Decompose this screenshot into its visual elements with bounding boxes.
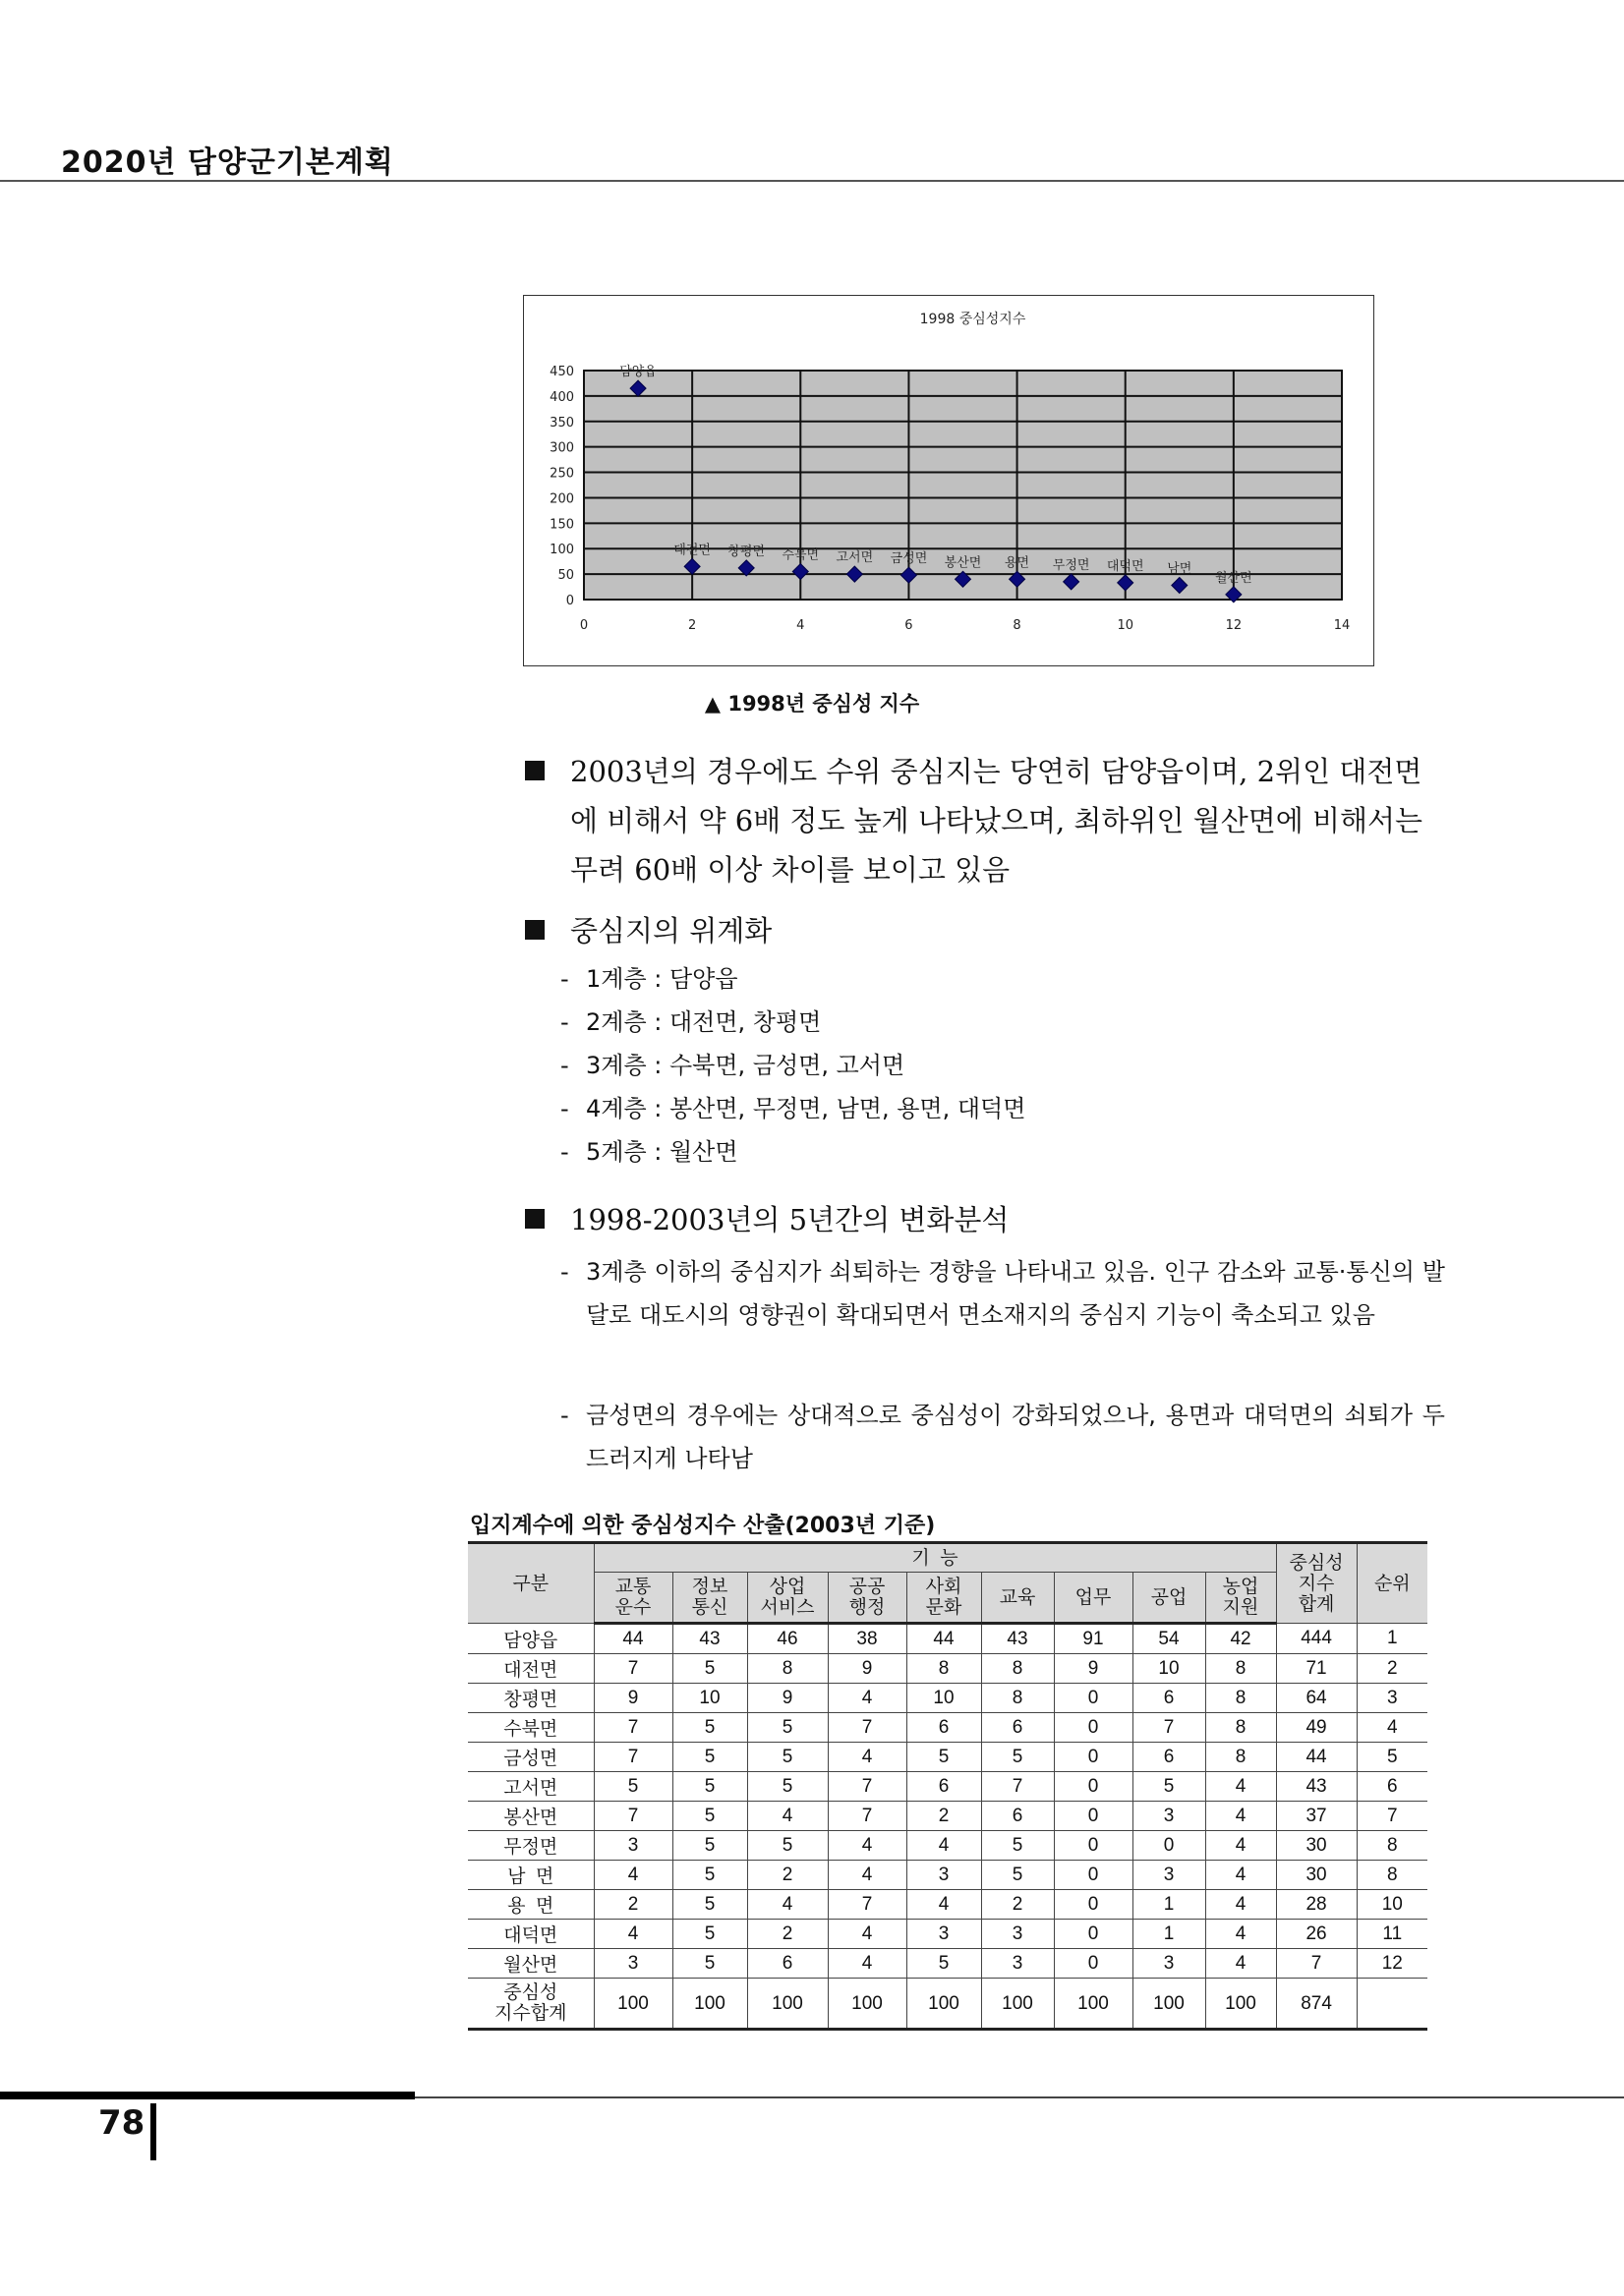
value-cell: 8: [981, 1684, 1054, 1713]
value-cell: 0: [1054, 1802, 1132, 1831]
value-cell: 10: [906, 1684, 981, 1713]
index-sum-cell: 30: [1276, 1861, 1357, 1890]
value-cell: 8: [1205, 1743, 1276, 1772]
value-cell: 4: [594, 1920, 672, 1949]
tier-text: 2계층 : 대전면, 창평면: [586, 1008, 822, 1036]
x-tick-label: 12: [1225, 618, 1243, 633]
table-row: [468, 1684, 1427, 1713]
rank-cell: 11: [1357, 1920, 1427, 1949]
value-cell: 46: [747, 1624, 828, 1654]
value-cell: 5: [981, 1861, 1054, 1890]
rank-cell: 12: [1357, 1949, 1427, 1979]
data-label: 창평면: [727, 544, 766, 559]
value-cell: 9: [594, 1684, 672, 1713]
value-cell: 7: [594, 1654, 672, 1684]
value-cell: 4: [1205, 1831, 1276, 1861]
data-label: 대덕면: [1106, 558, 1144, 574]
index-sum-cell: 49: [1276, 1713, 1357, 1743]
value-cell: 4: [828, 1743, 906, 1772]
y-tick-label: 150: [550, 517, 574, 533]
data-label: 무정면: [1052, 557, 1090, 573]
rank-cell: 1: [1357, 1624, 1427, 1654]
tier-item: [560, 1001, 1445, 1044]
data-label: 봉산면: [944, 555, 982, 571]
value-cell: 6: [981, 1802, 1054, 1831]
y-tick-label: 300: [550, 440, 574, 456]
header-function: 상업 서비스: [747, 1573, 828, 1624]
value-cell: 3: [906, 1861, 981, 1890]
y-tick-label: 400: [550, 389, 574, 405]
value-cell: 4: [906, 1831, 981, 1861]
header-function: 공업: [1132, 1573, 1205, 1624]
value-cell: 5: [672, 1654, 747, 1684]
value-cell: 7: [594, 1802, 672, 1831]
data-label: 담양읍: [619, 365, 657, 380]
value-cell: 5: [906, 1949, 981, 1979]
value-cell: 3: [981, 1920, 1054, 1949]
value-cell: 5: [672, 1802, 747, 1831]
header-function: 농업 지원: [1205, 1573, 1276, 1624]
change-text: 3계층 이하의 중심지가 쇠퇴하는 경향을 나타내고 있음. 인구 감소와 교통·통신의 발달로 대도시의 영향권이 확대되면서 면소재지의 중심지 기능이 축소되고 있음: [586, 1258, 1445, 1329]
value-cell: 8: [1205, 1713, 1276, 1743]
value-cell: 4: [828, 1920, 906, 1949]
table-row: [468, 1654, 1427, 1684]
header-function: 정보 통신: [672, 1573, 747, 1624]
value-cell: 43: [672, 1624, 747, 1654]
value-cell: 1: [1132, 1890, 1205, 1920]
value-cell: 6: [1132, 1743, 1205, 1772]
value-cell: 5: [747, 1831, 828, 1861]
value-cell: 5: [747, 1743, 828, 1772]
page-number-bar: [150, 2103, 156, 2160]
bullet-text: 중심지의 위계화: [570, 914, 773, 947]
header-function: 사회 문화: [906, 1573, 981, 1624]
dash-bullet: -: [560, 1095, 569, 1122]
table-row: [468, 1772, 1427, 1802]
value-cell: 0: [1054, 1743, 1132, 1772]
data-label: 월산면: [1215, 570, 1252, 586]
value-cell: 0: [1054, 1772, 1132, 1802]
value-cell: 6: [906, 1772, 981, 1802]
header-function: 교통 운수: [594, 1573, 672, 1624]
tier-item: [560, 1087, 1445, 1130]
data-label: 금성면: [890, 551, 928, 567]
table-row: [468, 1802, 1427, 1831]
value-cell: 0: [1132, 1831, 1205, 1861]
value-cell: 2: [906, 1802, 981, 1831]
rank-cell: 7: [1357, 1802, 1427, 1831]
y-tick-label: 250: [550, 466, 574, 482]
value-cell: 43: [981, 1624, 1054, 1654]
value-cell: 2: [981, 1890, 1054, 1920]
bullet-hierarchy: [525, 906, 1439, 955]
centrality-chart-svg: [524, 296, 1373, 665]
value-cell: 4: [594, 1861, 672, 1890]
page-number: 78: [98, 2103, 145, 2143]
value-cell: 4: [906, 1890, 981, 1920]
header-function: 교육: [981, 1573, 1054, 1624]
value-cell: 3: [594, 1949, 672, 1979]
x-tick-label: 14: [1333, 618, 1351, 633]
rank-cell: [1357, 1979, 1427, 2030]
value-cell: 7: [981, 1772, 1054, 1802]
value-cell: 7: [828, 1890, 906, 1920]
value-cell: 4: [1205, 1772, 1276, 1802]
index-sum-cell: 37: [1276, 1802, 1357, 1831]
rank-cell: 2: [1357, 1654, 1427, 1684]
value-cell: 4: [1205, 1949, 1276, 1979]
value-cell: 100: [828, 1979, 906, 2030]
tier-item: [560, 1044, 1445, 1087]
dash-bullet: -: [560, 1008, 569, 1036]
tier-text: 1계층 : 담양읍: [586, 965, 738, 993]
y-tick-label: 200: [550, 491, 574, 507]
header-divider: [0, 180, 1624, 182]
value-cell: 44: [906, 1624, 981, 1654]
table-row: [468, 1713, 1427, 1743]
bullet-text: 2003년의 경우에도 수위 중심지는 당연히 담양읍이며, 2위인 대전면에 비해서 약 6배 정도 높게 나타났으며, 최하위인 월산면에 비해서는 무려 60배 이상 차이를 보이고 있음: [570, 755, 1423, 887]
value-cell: 0: [1054, 1684, 1132, 1713]
row-name-cell: 월산면: [468, 1949, 594, 1979]
y-tick-label: 450: [550, 365, 574, 379]
row-name-cell: 대덕면: [468, 1920, 594, 1949]
square-bullet-icon: [525, 1209, 545, 1229]
table-row: [468, 1979, 1427, 2030]
value-cell: 5: [672, 1890, 747, 1920]
value-cell: 6: [981, 1713, 1054, 1743]
value-cell: 8: [981, 1654, 1054, 1684]
value-cell: 3: [906, 1920, 981, 1949]
row-name-cell: 수북면: [468, 1713, 594, 1743]
row-name-cell: 금성면: [468, 1743, 594, 1772]
value-cell: 0: [1054, 1949, 1132, 1979]
rank-cell: 6: [1357, 1772, 1427, 1802]
centrality-index-table: [468, 1541, 1427, 2031]
dash-bullet: -: [560, 1052, 569, 1079]
value-cell: 5: [981, 1831, 1054, 1861]
value-cell: 8: [747, 1654, 828, 1684]
footer-divider: [415, 2096, 1624, 2098]
bullet-text: 1998-2003년의 5년간의 변화분석: [570, 1203, 1010, 1236]
header-functions-group: 기 능: [594, 1543, 1276, 1573]
row-name-cell: 봉산면: [468, 1802, 594, 1831]
value-cell: 5: [747, 1713, 828, 1743]
row-name-cell: 무정면: [468, 1831, 594, 1861]
table-title: 입지계수에 의한 중심성지수 산출(2003년 기준): [470, 1514, 936, 1538]
tier-text: 5계층 : 월산면: [586, 1138, 738, 1166]
header-function: 공공 행정: [828, 1573, 906, 1624]
rank-cell: 8: [1357, 1831, 1427, 1861]
value-cell: 3: [1132, 1802, 1205, 1831]
x-tick-label: 8: [1013, 618, 1021, 633]
data-label: 고서면: [836, 550, 874, 566]
value-cell: 5: [672, 1920, 747, 1949]
value-cell: 3: [1132, 1861, 1205, 1890]
chart-caption: ▲ 1998년 중심성 지수: [704, 692, 920, 716]
value-cell: 6: [747, 1949, 828, 1979]
index-sum-cell: 71: [1276, 1654, 1357, 1684]
value-cell: 5: [672, 1743, 747, 1772]
value-cell: 0: [1054, 1831, 1132, 1861]
table-row: [468, 1861, 1427, 1890]
data-label: 용면: [1005, 555, 1030, 571]
data-label: 수북면: [782, 547, 820, 563]
value-cell: 5: [906, 1743, 981, 1772]
value-cell: 42: [1205, 1624, 1276, 1654]
value-cell: 3: [981, 1949, 1054, 1979]
index-sum-cell: 7: [1276, 1949, 1357, 1979]
data-label: 대전면: [673, 543, 711, 558]
y-tick-label: 50: [557, 568, 574, 584]
bullet-change-analysis: [525, 1195, 1439, 1244]
tier-item: [560, 957, 1445, 1001]
index-sum-cell: 874: [1276, 1979, 1357, 2030]
table-row: [468, 1624, 1427, 1654]
value-cell: 9: [747, 1684, 828, 1713]
value-cell: 10: [1132, 1654, 1205, 1684]
centrality-chart: [523, 295, 1374, 666]
value-cell: 1: [1132, 1920, 1205, 1949]
row-name-cell: 고서면: [468, 1772, 594, 1802]
value-cell: 7: [594, 1713, 672, 1743]
header-rank: 순위: [1357, 1543, 1427, 1624]
value-cell: 5: [672, 1831, 747, 1861]
footer-bar: [0, 2092, 415, 2099]
value-cell: 2: [594, 1890, 672, 1920]
value-cell: 4: [1205, 1890, 1276, 1920]
value-cell: 100: [672, 1979, 747, 2030]
x-tick-label: 2: [688, 618, 697, 633]
row-name-cell: 중심성 지수합계: [468, 1979, 594, 2030]
table-row: [468, 1920, 1427, 1949]
index-sum-cell: 43: [1276, 1772, 1357, 1802]
row-name-cell: 대전면: [468, 1654, 594, 1684]
index-sum-cell: 44: [1276, 1743, 1357, 1772]
value-cell: 2: [747, 1920, 828, 1949]
value-cell: 7: [828, 1772, 906, 1802]
value-cell: 8: [906, 1654, 981, 1684]
value-cell: 10: [672, 1684, 747, 1713]
square-bullet-icon: [525, 761, 545, 780]
value-cell: 100: [981, 1979, 1054, 2030]
x-tick-label: 0: [579, 618, 589, 633]
table-body: [468, 1624, 1427, 2030]
header-gubun: 구분: [468, 1543, 594, 1624]
y-tick-label: 0: [565, 594, 574, 608]
row-name-cell: 담양읍: [468, 1624, 594, 1654]
rank-cell: 5: [1357, 1743, 1427, 1772]
value-cell: 100: [1054, 1979, 1132, 2030]
value-cell: 4: [747, 1890, 828, 1920]
value-cell: 5: [672, 1861, 747, 1890]
dash-bullet: -: [560, 965, 569, 993]
tier-item: [560, 1130, 1445, 1174]
row-name-cell: 용 면: [468, 1890, 594, 1920]
index-sum-cell: 28: [1276, 1890, 1357, 1920]
data-label: 남면: [1167, 561, 1192, 577]
table-row: [468, 1743, 1427, 1772]
value-cell: 38: [828, 1624, 906, 1654]
table-row: [468, 1949, 1427, 1979]
value-cell: 100: [906, 1979, 981, 2030]
value-cell: 3: [594, 1831, 672, 1861]
value-cell: 0: [1054, 1861, 1132, 1890]
value-cell: 8: [1205, 1654, 1276, 1684]
value-cell: 100: [1132, 1979, 1205, 2030]
index-sum-cell: 64: [1276, 1684, 1357, 1713]
value-cell: 4: [828, 1949, 906, 1979]
value-cell: 8: [1205, 1684, 1276, 1713]
index-sum-cell: 30: [1276, 1831, 1357, 1861]
index-sum-cell: 444: [1276, 1624, 1357, 1654]
y-tick-label: 100: [550, 543, 574, 558]
value-cell: 5: [981, 1743, 1054, 1772]
y-tick-label: 350: [550, 415, 574, 430]
index-sum-cell: 26: [1276, 1920, 1357, 1949]
dash-bullet: -: [560, 1258, 569, 1286]
value-cell: 100: [594, 1979, 672, 2030]
value-cell: 6: [906, 1713, 981, 1743]
table-row: [468, 1831, 1427, 1861]
rank-cell: 4: [1357, 1713, 1427, 1743]
value-cell: 4: [1205, 1861, 1276, 1890]
chart-title: 1998 중심성지수: [919, 312, 1026, 327]
square-bullet-icon: [525, 920, 545, 940]
value-cell: 7: [828, 1713, 906, 1743]
value-cell: 4: [828, 1684, 906, 1713]
value-cell: 7: [1132, 1713, 1205, 1743]
bullet-primary-center: [525, 747, 1439, 894]
value-cell: 91: [1054, 1624, 1132, 1654]
value-cell: 7: [828, 1802, 906, 1831]
value-cell: 0: [1054, 1890, 1132, 1920]
value-cell: 5: [672, 1772, 747, 1802]
value-cell: 2: [747, 1861, 828, 1890]
value-cell: 5: [1132, 1772, 1205, 1802]
value-cell: 9: [1054, 1654, 1132, 1684]
value-cell: 9: [828, 1654, 906, 1684]
dash-bullet: -: [560, 1402, 569, 1429]
value-cell: 54: [1132, 1624, 1205, 1654]
document-header-title: 2020년 담양군기본계획: [61, 145, 394, 180]
value-cell: 100: [747, 1979, 828, 2030]
value-cell: 6: [1132, 1684, 1205, 1713]
x-tick-label: 6: [904, 618, 913, 633]
value-cell: 4: [747, 1802, 828, 1831]
value-cell: 100: [1205, 1979, 1276, 2030]
header-function: 업무: [1054, 1573, 1132, 1624]
change-item: [560, 1394, 1445, 1480]
value-cell: 4: [828, 1861, 906, 1890]
value-cell: 0: [1054, 1920, 1132, 1949]
rank-cell: 8: [1357, 1861, 1427, 1890]
row-name-cell: 창평면: [468, 1684, 594, 1713]
x-tick-label: 4: [796, 618, 805, 633]
rank-cell: 3: [1357, 1684, 1427, 1713]
value-cell: 3: [1132, 1949, 1205, 1979]
value-cell: 5: [672, 1713, 747, 1743]
rank-cell: 10: [1357, 1890, 1427, 1920]
tier-text: 3계층 : 수북면, 금성면, 고서면: [586, 1052, 905, 1079]
table-row: [468, 1890, 1427, 1920]
change-item: [560, 1250, 1445, 1337]
tier-text: 4계층 : 봉산면, 무정면, 남면, 용면, 대덕면: [586, 1095, 1026, 1122]
dash-bullet: -: [560, 1138, 569, 1166]
value-cell: 7: [594, 1743, 672, 1772]
value-cell: 5: [672, 1949, 747, 1979]
header-index-sum: 중심성 지수 합계: [1276, 1543, 1357, 1624]
change-text: 금성면의 경우에는 상대적으로 중심성이 강화되었으나, 용면과 대덕면의 쇠퇴가 두드러지게 나타남: [586, 1402, 1445, 1472]
x-tick-label: 10: [1117, 618, 1133, 633]
value-cell: 44: [594, 1624, 672, 1654]
value-cell: 4: [1205, 1802, 1276, 1831]
value-cell: 0: [1054, 1713, 1132, 1743]
value-cell: 4: [1205, 1920, 1276, 1949]
row-name-cell: 남 면: [468, 1861, 594, 1890]
value-cell: 4: [828, 1831, 906, 1861]
value-cell: 5: [747, 1772, 828, 1802]
value-cell: 5: [594, 1772, 672, 1802]
